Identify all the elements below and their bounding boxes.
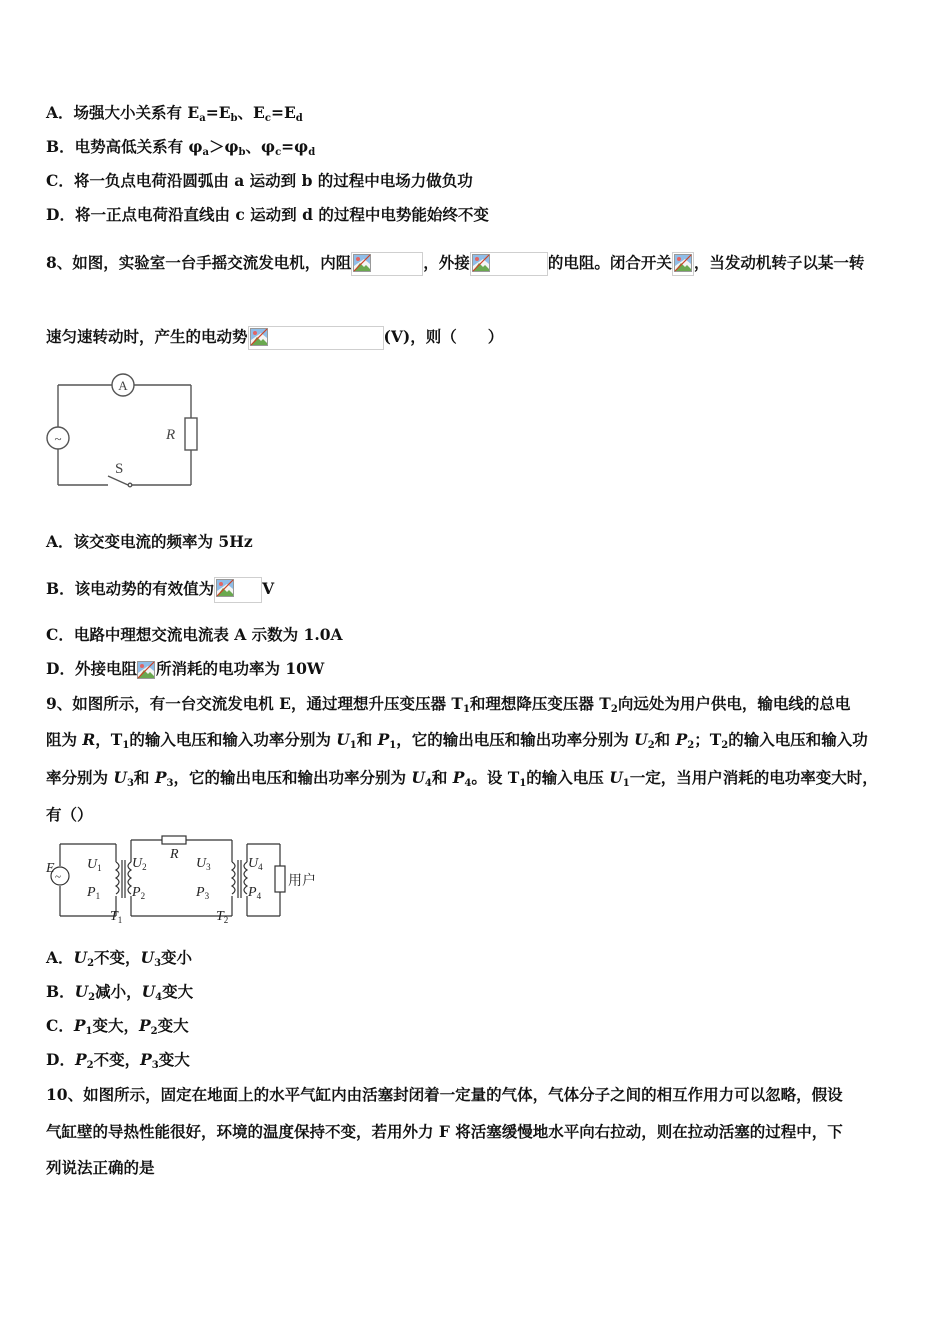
broken-image-icon: [216, 579, 234, 597]
ac-symbol: ~: [55, 871, 61, 883]
option-text: =φ: [281, 137, 309, 156]
ammeter-label: A: [118, 378, 128, 393]
q7-option-a: [46, 103, 303, 123]
stem-text: 气缸壁的导热性能很好，环境的温度保持不变，若用外力 F 将活塞缓慢地水平向右拉动，则在拉动活塞的过程中，下: [46, 1122, 843, 1141]
stem-text: 一定，当用户消耗的电功率变大时，: [629, 768, 878, 787]
variable: U: [634, 730, 648, 749]
switch-blade: [108, 476, 128, 485]
broken-image-icon: [472, 254, 490, 272]
label-u1: $U_1$: [87, 857, 102, 873]
option-label: C．: [46, 625, 74, 644]
t1-primary-coil: [116, 862, 119, 894]
option-label: A．: [46, 103, 74, 122]
q7-option-c: [46, 171, 473, 191]
subscript: 2: [86, 1060, 94, 1071]
q8-option-c: [46, 625, 343, 645]
subscript: 1: [519, 778, 527, 789]
q7-option-b: [46, 137, 315, 157]
stem-text: 。设 T: [471, 768, 520, 787]
label-user: 用户: [288, 874, 316, 889]
stem-text: 阻为: [46, 730, 83, 749]
option-label: A．: [46, 532, 74, 551]
subscript: 1: [85, 1026, 93, 1037]
stem-text: 的电阻。闭合开关: [547, 253, 672, 272]
option-label: D．: [46, 659, 75, 678]
variable: R: [82, 730, 96, 749]
variable: U: [74, 982, 89, 1001]
option-label: A．: [46, 948, 74, 967]
label-p1: $P_1$: [87, 885, 101, 901]
q8-circuit-diagram: [42, 370, 202, 495]
switch-label: S: [115, 461, 124, 477]
option-text: 电势高低关系有 φ: [74, 137, 203, 156]
user-load: [275, 866, 285, 892]
q9-stem-line1: [46, 694, 850, 714]
option-label: C．: [46, 1016, 74, 1035]
subscript: d: [295, 113, 303, 124]
option-text: =E: [205, 103, 231, 122]
variable: P: [377, 730, 390, 749]
stem-text: 和: [654, 730, 676, 749]
option-text: 该电动势的有效值为: [74, 579, 215, 598]
option-text: 所消耗的电功率为 10W: [155, 659, 325, 678]
generator-label: E: [46, 861, 55, 876]
option-text: 将一正点电荷沿直线由 c 运动到 d 的过程中电势能始终不变: [74, 205, 489, 224]
q8-stem-line1: [46, 252, 864, 276]
stem-text: ，外接: [423, 253, 470, 272]
variable: P: [140, 1050, 152, 1069]
variable: U: [141, 982, 156, 1001]
subscript: 4: [155, 992, 163, 1003]
stem-text: 的输入电压: [526, 768, 610, 787]
subscript: 4: [464, 778, 472, 789]
stem-text: 10、如图所示，固定在地面上的水平气缸内由活塞封闭着一定量的气体，气体分子之间的相互作用力可以忽略，假设: [46, 1085, 843, 1104]
stem-text: ，T: [95, 730, 123, 749]
formula-image: [672, 252, 694, 276]
q9-option-d: [46, 1050, 190, 1070]
broken-image-icon: [674, 254, 692, 272]
option-text: 、E: [237, 103, 265, 122]
unit-text: V: [262, 579, 275, 598]
subscript: 1: [462, 704, 470, 715]
stem-text: 9、如图所示，有一台交流发电机 E，通过理想升压变压器 T: [46, 694, 463, 713]
q10-stem-line2: [46, 1122, 843, 1142]
option-text: 不变，: [94, 948, 141, 967]
subscript: c: [275, 147, 282, 158]
label-p2: $P_2$: [132, 885, 146, 901]
option-text: ＞φ: [209, 137, 239, 156]
stem-text: 8、如图，实验室一台手摇交流发电机，内阻: [46, 253, 352, 272]
variable: P: [138, 1016, 151, 1035]
option-text: 变大，: [92, 1016, 139, 1035]
subscript: d: [308, 147, 316, 158]
subscript: a: [202, 147, 210, 158]
option-label: B．: [46, 579, 75, 598]
label-u2: $U_2$: [132, 856, 147, 872]
stem-text: 和理想降压变压器 T: [469, 694, 611, 713]
variable: U: [73, 948, 88, 967]
stem-text: 有（）: [46, 805, 93, 824]
subscript: b: [238, 147, 246, 158]
q9-option-b: [46, 982, 193, 1002]
stem-text: 列说法正确的是: [46, 1158, 155, 1177]
q9-stem-line2: [46, 730, 868, 750]
stem-text: ；T: [694, 730, 722, 749]
q9-stem-line4: [46, 805, 93, 825]
resistor: [185, 418, 197, 450]
variable: U: [411, 768, 425, 787]
q9-option-c: [46, 1016, 189, 1036]
subscript: 3: [151, 1060, 159, 1071]
label-r: R: [170, 847, 179, 862]
label-t1: $T_1$: [110, 909, 123, 925]
option-text: =E: [270, 103, 296, 122]
stem-text: (V)，则（ ）: [383, 327, 504, 346]
broken-image-icon: [353, 254, 371, 272]
option-text: 不变，: [93, 1050, 141, 1069]
subscript: b: [230, 113, 238, 124]
option-text: 、φ: [245, 137, 276, 156]
option-text: 变大: [158, 1050, 190, 1069]
subscript: 1: [122, 740, 130, 751]
formula-image: [248, 326, 384, 350]
label-p4: $P_4$: [248, 885, 262, 901]
variable: U: [140, 948, 155, 967]
subscript: 1: [389, 740, 397, 751]
option-text: 外接电阻: [74, 659, 137, 678]
option-text: 场强大小关系有 E: [73, 103, 200, 122]
stem-text: ，当发动机转子以某一转: [693, 253, 865, 272]
subscript: 1: [622, 778, 630, 789]
q10-stem-line3: [46, 1158, 155, 1178]
stem-text: 和: [431, 768, 453, 787]
label-u4: $U_4$: [248, 856, 263, 872]
variable: P: [74, 1050, 87, 1069]
subscript: 1: [349, 740, 357, 751]
formula-image: [470, 252, 548, 276]
stem-text: 的输入电压和输入功: [728, 730, 868, 749]
option-label: C．: [46, 171, 74, 190]
q8-option-b: [46, 577, 274, 603]
option-text: 该交变电流的频率为 5Hz: [73, 532, 253, 551]
subscript: 2: [610, 704, 618, 715]
subscript: c: [264, 113, 271, 124]
variable: P: [73, 1016, 86, 1035]
subscript: 2: [150, 1026, 158, 1037]
switch-contact: [128, 483, 132, 487]
subscript: a: [199, 113, 206, 124]
option-text: 变小: [161, 948, 193, 967]
ac-source-symbol: ~: [54, 431, 62, 446]
t2-primary-coil: [232, 862, 235, 894]
q9-transmission-diagram: [44, 834, 324, 926]
variable: P: [452, 768, 465, 787]
variable: U: [336, 730, 350, 749]
option-label: D．: [46, 205, 75, 224]
broken-image-icon: [250, 328, 268, 346]
stem-text: 的输入电压和输入功率分别为: [129, 730, 337, 749]
q8-stem-line2: [46, 326, 503, 350]
stem-text: 率分别为: [46, 768, 114, 787]
stem-text: ，它的输出电压和输出功率分别为: [396, 730, 635, 749]
q8-option-a: [46, 532, 253, 552]
subscript: 2: [647, 740, 655, 751]
line-resistor: [162, 836, 186, 844]
option-text: 变大: [162, 982, 194, 1001]
formula-image: [214, 577, 262, 603]
q7-option-d: [46, 205, 489, 225]
q9-option-a: [46, 948, 192, 968]
subscript: 3: [126, 778, 134, 789]
option-text: 变大: [157, 1016, 189, 1035]
subscript: 2: [87, 958, 95, 969]
subscript: 2: [721, 740, 729, 751]
variable: U: [113, 768, 127, 787]
q9-stem-line3: [46, 768, 878, 788]
stem-text: 和: [133, 768, 155, 787]
subscript: 3: [154, 958, 162, 969]
stem-text: ，它的输出电压和输出功率分别为: [173, 768, 412, 787]
option-label: B．: [46, 137, 75, 156]
broken-image-icon: [137, 661, 155, 679]
stem-text: 速匀速转动时，产生的电动势: [46, 327, 248, 346]
t2-secondary-coil: [244, 862, 247, 894]
option-text: 减小，: [95, 982, 142, 1001]
stem-text: 和: [356, 730, 378, 749]
label-t2: $T_2$: [216, 909, 229, 925]
formula-image: [137, 660, 156, 680]
subscript: 2: [687, 740, 695, 751]
q10-stem-line1: [46, 1085, 843, 1105]
option-label: B．: [46, 982, 75, 1001]
subscript: 3: [166, 778, 174, 789]
resistor-label: R: [166, 427, 176, 443]
option-text: 电路中理想交流电流表 A 示数为 1.0A: [73, 625, 343, 644]
option-text: 将一负点电荷沿圆弧由 a 运动到 b 的过程中电场力做负功: [73, 171, 473, 190]
label-p3: $P_3$: [196, 885, 210, 901]
label-u3: $U_3$: [196, 856, 211, 872]
stem-text: 向远处为用户供电，输电线的总电: [617, 694, 851, 713]
variable: U: [609, 768, 623, 787]
variable: P: [154, 768, 167, 787]
subscript: 2: [88, 992, 96, 1003]
t1-secondary-coil: [128, 862, 131, 894]
variable: P: [675, 730, 688, 749]
formula-image: [351, 252, 423, 276]
subscript: 4: [424, 778, 432, 789]
q8-option-d: [46, 659, 324, 680]
option-label: D．: [46, 1050, 75, 1069]
